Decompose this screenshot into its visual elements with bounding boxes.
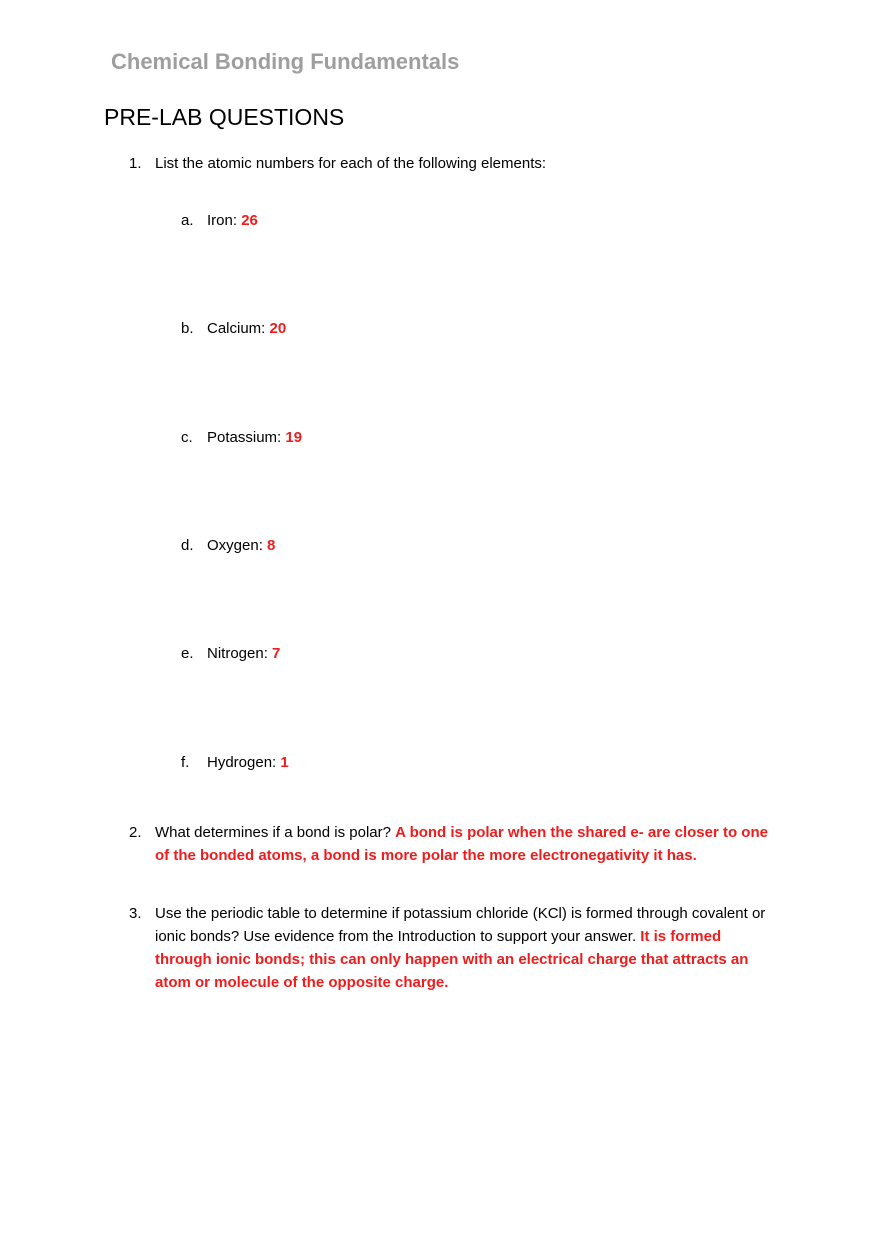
element-label: Hydrogen:	[207, 754, 281, 771]
item-letter: d.	[181, 537, 194, 554]
question-text	[155, 902, 780, 994]
item-text	[207, 751, 289, 774]
question-number: 1.	[129, 155, 142, 172]
answer-text: 7	[272, 645, 281, 662]
question-number: 2.	[129, 824, 142, 841]
answer-text: 1	[280, 754, 289, 771]
item-letter: f.	[181, 754, 190, 771]
element-label: Nitrogen:	[207, 645, 273, 662]
element-label: Iron:	[207, 212, 242, 229]
answer-text: 8	[267, 537, 276, 554]
question-text	[155, 821, 780, 867]
element-label: Calcium:	[207, 320, 270, 337]
question-prompt: What determines if a bond is polar?	[155, 824, 396, 841]
item-text	[207, 426, 302, 449]
answer-text: A bond is polar when the shared e- are closer to one of the bonded atoms, a bond is more polar the more electronegativity it has.	[155, 824, 768, 864]
answer-text: 26	[241, 212, 258, 229]
item-text	[207, 317, 286, 340]
item-letter: a.	[181, 212, 194, 229]
item-text	[207, 642, 280, 665]
question-number: 3.	[129, 905, 142, 922]
document-title: Chemical Bonding Fundamentals	[111, 49, 460, 74]
question-text: List the atomic numbers for each of the following elements:	[155, 155, 547, 172]
answer-text: It is formed through ionic bonds; this can only happen with an electrical charge that attracts an atom or molecule of the opposite charge.	[155, 928, 749, 991]
question-prompt: Use the periodic table to determine if potassium chloride (KCl) is formed through covalent or ionic bonds? Use evidence from the Introduction to support your answer.	[155, 905, 766, 945]
answer-text: 19	[285, 429, 303, 446]
item-text	[207, 209, 258, 232]
section-heading: PRE-LAB QUESTIONS	[104, 104, 345, 130]
element-label: Potassium:	[207, 429, 286, 446]
item-letter: b.	[181, 320, 194, 337]
item-letter: c.	[181, 429, 193, 446]
answer-text: 20	[269, 320, 287, 337]
item-text	[207, 534, 275, 557]
item-letter: e.	[181, 645, 194, 662]
element-label: Oxygen:	[207, 537, 268, 554]
